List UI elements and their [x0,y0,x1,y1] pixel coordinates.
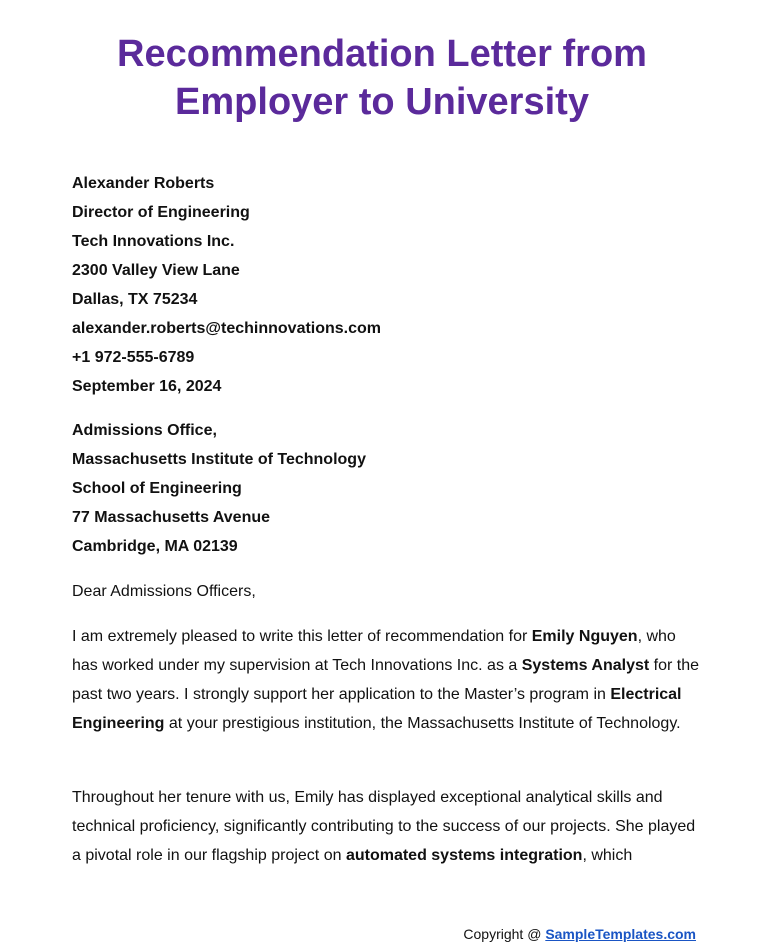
p1-text-2: , who has worked under my supervision at Tech Innovations Inc. as a [72,628,676,674]
sampletemplates-link[interactable]: SampleTemplates.com [545,926,696,942]
copyright-prefix: Copyright @ [463,926,546,942]
recipient-city: Cambridge, MA 02139 [72,538,238,555]
sender-city: Dallas, TX 75234 [72,291,198,308]
p1-text-1: I am extremely pleased to write this letter of recommendation for [72,628,532,645]
body-paragraph-2 [72,783,702,870]
recipient-address-block [72,416,366,561]
recipient-school: School of Engineering [72,480,242,497]
p2-text-1: Throughout her tenure with us, Emily has displayed exceptional analytical skills and technical proficiency, significantly contributing to the success of our projects. She played a pivotal role in our flagship project on [72,789,696,864]
sender-email: alexander.roberts@techinnovations.com [72,320,382,337]
sender-street: 2300 Valley View Lane [72,262,240,279]
project-name: automated systems integration [345,847,583,864]
candidate-role: Systems Analyst [521,657,650,674]
candidate-name: Emily Nguyen [531,628,638,645]
sender-position: Director of Engineering [72,204,250,221]
recipient-institution: Massachusetts Institute of Technology [72,451,366,468]
sender-address-block [72,169,381,401]
sender-company: Tech Innovations Inc. [72,233,235,250]
sender-phone: +1 972-555-6789 [72,349,195,366]
p2-text-2: , which [582,847,633,864]
salutation: Dear Admissions Officers, [72,583,256,600]
body-paragraph-1 [72,622,702,738]
p1-text-4: at your prestigious institution, the Massachusetts Institute of Technology. [164,715,681,732]
copyright-footer [463,924,696,944]
recipient-office: Admissions Office, [72,422,217,439]
title-line-2: Employer to University [175,81,589,123]
title-line-1: Recommendation Letter from [117,33,647,75]
page-title [0,30,764,126]
program-name: Electrical Engineering [72,686,682,732]
recipient-street: 77 Massachusetts Avenue [72,509,271,526]
sender-name: Alexander Roberts [72,175,215,192]
p1-text-3: for the past two years. I strongly support her application to the Master’s program in [72,657,700,703]
letter-date: September 16, 2024 [72,378,222,395]
